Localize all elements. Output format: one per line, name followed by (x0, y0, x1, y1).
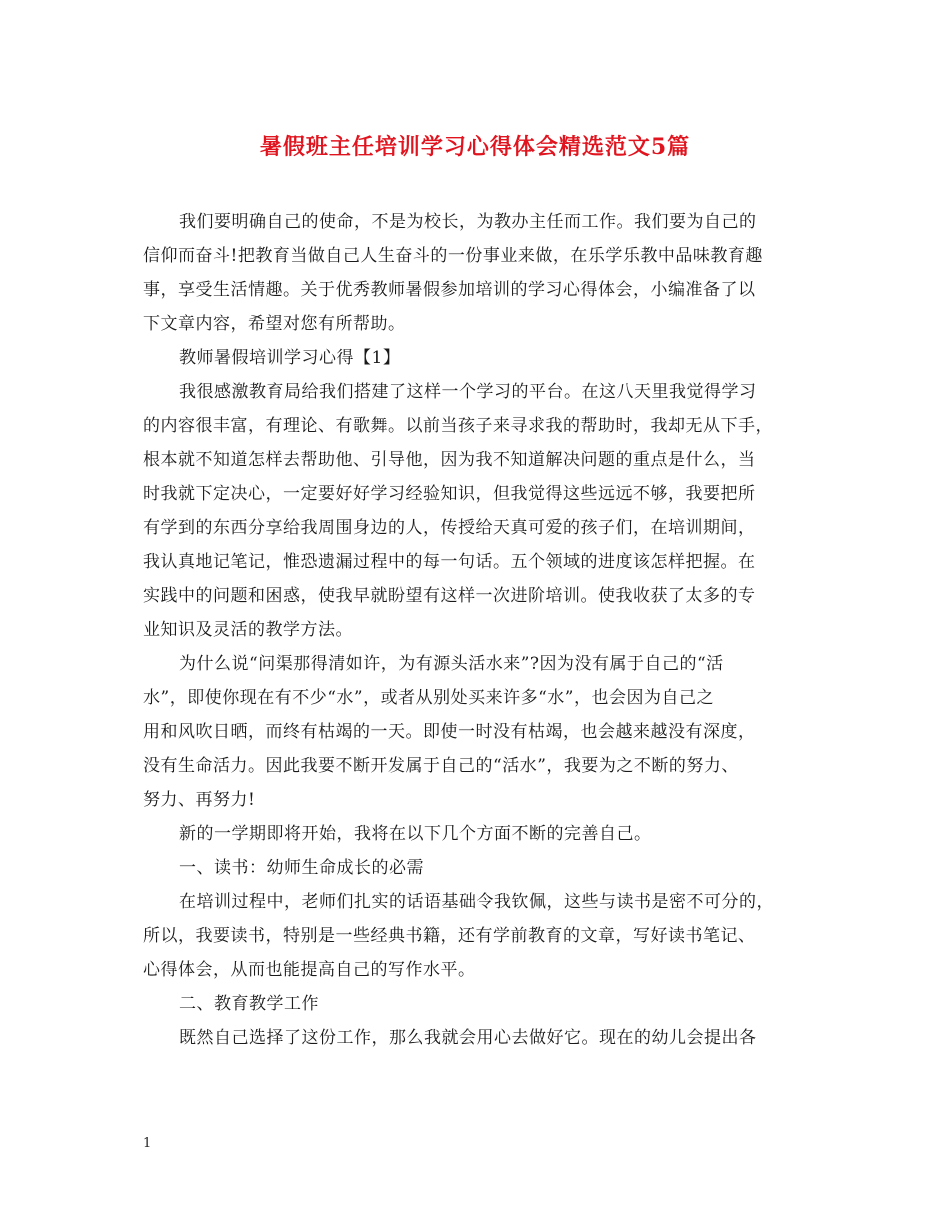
text-line: 水”，即使你现在有不少“水”，或者从别处买来许多“水”，也会因为自己之 (143, 688, 714, 708)
text-line: 用和风吹日晒，而终有枯竭的一天。即使一时没有枯竭，也会越来越没有深度， (143, 722, 756, 742)
text-line: 我们要明确自己的使命，不是为校长，为教办主任而工作。我们要为自己的 (179, 212, 757, 232)
text-line: 业知识及灵活的教学方法。 (143, 620, 353, 640)
text-line: 实践中的问题和困惑，使我早就盼望有这样一次进阶培训。使我收获了太多的专 (143, 586, 756, 606)
text-line: 二、教育教学工作 (179, 994, 319, 1014)
text-line: 根本就不知道怎样去帮助他、引导他，因为我不知道解决问题的重点是什么，当 (143, 450, 756, 470)
document-body (143, 205, 813, 1055)
text-line: 教师暑假培训学习心得【1】 (179, 348, 401, 368)
text-line: 下文章内容，希望对您有所帮助。 (143, 314, 406, 334)
text-line: 没有生命活力。因此我要不断开发属于自己的“活水”，我要为之不断的努力、 (143, 756, 739, 776)
text-line: 所以，我要读书，特别是一些经典书籍，还有学前教育的文章，写好读书笔记、 (143, 926, 756, 946)
text-line: 的内容很丰富，有理论、有歌舞。以前当孩子来寻求我的帮助时，我却无从下手， (143, 416, 773, 436)
text-line: 事，享受生活情趣。关于优秀教师暑假参加培训的学习心得体会，小编准备了以 (143, 280, 756, 300)
text-line: 我很感激教育局给我们搭建了这样一个学习的平台。在这八天里我觉得学习 (179, 382, 757, 402)
text-line: 既然自己选择了这份工作，那么我就会用心去做好它。现在的幼儿会提出各 (179, 1028, 757, 1048)
text-line: 信仰而奋斗!把教育当做自己人生奋斗的一份事业来做，在乐学乐教中品味教育趣 (143, 246, 763, 266)
text-line: 时我就下定决心，一定要好好学习经验知识，但我觉得这些远远不够，我要把所 (143, 484, 756, 504)
text-line: 努力、再努力! (143, 790, 256, 810)
text-line: 心得体会，从而也能提高自己的写作水平。 (143, 960, 476, 980)
page-number: 1 (143, 1136, 152, 1151)
text-line: 有学到的东西分享给我周围身边的人，传授给天真可爱的孩子们，在培训期间， (143, 518, 756, 538)
text-line: 为什么说“问渠那得清如许，为有源头活水来”?因为没有属于自己的“活 (179, 654, 724, 674)
text-line: 在培训过程中，老师们扎实的话语基础令我钦佩，这些与读书是密不可分的， (179, 892, 774, 912)
text-line: 一、读书：幼师生命成长的必需 (179, 858, 424, 878)
text-line: 新的一学期即将开始，我将在以下几个方面不断的完善自己。 (179, 824, 652, 844)
document-title: 暑假班主任培训学习心得体会精选范文5篇 (259, 134, 691, 160)
text-line: 我认真地记笔记，惟恐遗漏过程中的每一句话。五个领域的进度该怎样把握。在 (143, 552, 756, 572)
